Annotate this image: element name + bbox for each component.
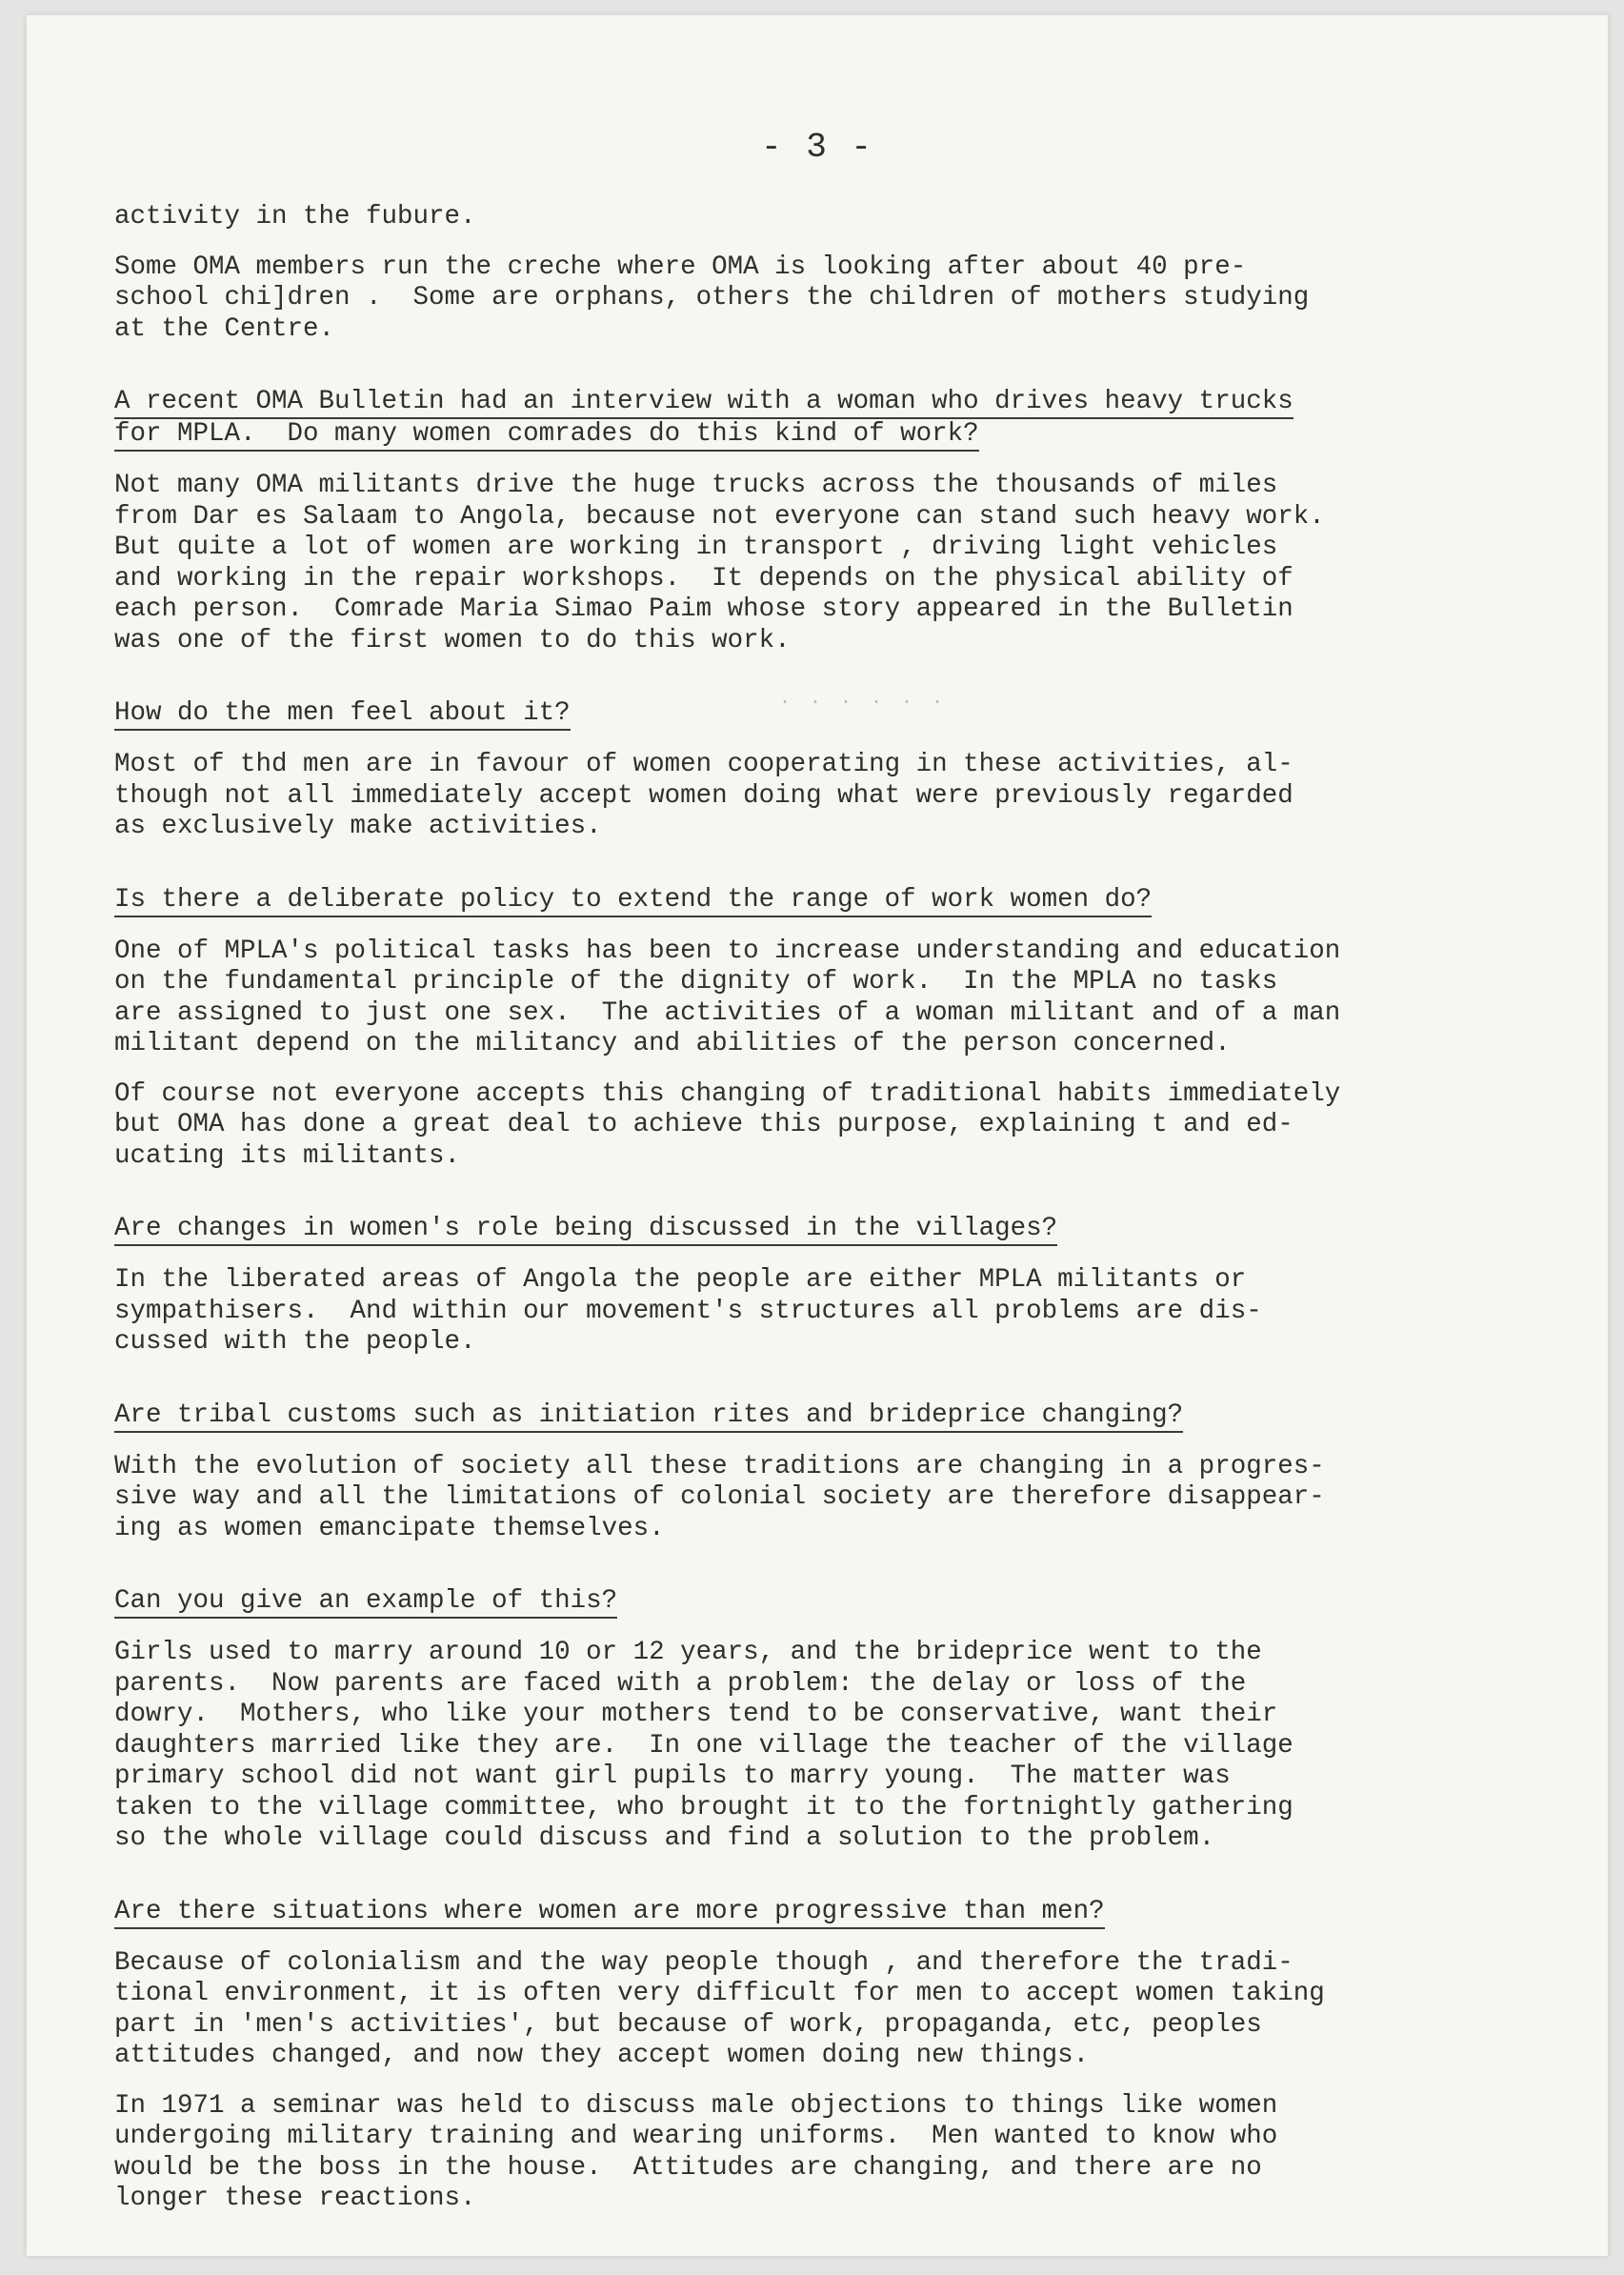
question-heading (114, 698, 1505, 731)
question-line: A recent OMA Bulletin had an interview with a woman who drives heavy trucks (114, 387, 1293, 419)
question-line: for MPLA. Do many women comrades do this kind of work? (114, 419, 979, 452)
spacer (114, 1372, 1505, 1400)
answer-line: part in 'men's activities', but because of work, propaganda, etc, peoples (114, 2009, 1262, 2040)
question-heading (114, 1586, 1505, 1619)
answer-paragraph (114, 252, 1505, 346)
question-heading (114, 1400, 1505, 1433)
answer-line: was one of the first women to do this work. (114, 625, 791, 655)
answer-line: ing as women emancipate themselves. (114, 1513, 665, 1543)
page-number: - 3 - (760, 128, 874, 167)
answer-line: and working in the repair workshops. It depends on the physical ability of (114, 563, 1293, 594)
answer-line: on the fundamental principle of the dignity of work. In the MPLA no tasks (114, 967, 1278, 997)
spacer (114, 358, 1505, 387)
question-line: Can you give an example of this? (114, 1586, 617, 1619)
answer-paragraph (114, 1638, 1505, 1855)
answer-paragraph (114, 1079, 1505, 1173)
answer-line: school chi]dren . Some are orphans, others the children of mothers studying (114, 283, 1310, 312)
question-line: Are there situations where women are more progressive than men? (114, 1897, 1105, 1929)
answer-line: sive way and all the limitations of colonial society are therefore disappear- (114, 1482, 1325, 1512)
answer-line: In the liberated areas of Angola the people are either MPLA militants or (114, 1265, 1247, 1295)
answer-line: daughters married like they are. In one village the teacher of the village (114, 1730, 1293, 1761)
answer-line: Girls used to marry around 10 or 12 years, and the brideprice went to the (114, 1638, 1262, 1667)
question-line: Is there a deliberate policy to extend the range of work women do? (114, 885, 1152, 917)
spacer (114, 670, 1505, 698)
document-body (114, 202, 1505, 2228)
answer-line: sympathisers. And within our movement's structures all problems are dis- (114, 1296, 1262, 1326)
answer-line: at the Centre. (114, 313, 335, 344)
answer-line: dowry. Mothers, who like your mothers tend to be conservative, want their (114, 1700, 1278, 1729)
answer-line: undergoing military training and wearing uniforms. Men wanted to know who (114, 2122, 1278, 2151)
answer-line: longer these reactions. (114, 2184, 476, 2213)
answer-line: but OMA has done a great deal to achieve this purpose, explaining t and ed- (114, 1110, 1293, 1139)
question-heading (114, 387, 1505, 452)
answer-paragraph (114, 1948, 1505, 2072)
answer-line: One of MPLA's political tasks has been to increase understanding and education (114, 936, 1341, 966)
answer-line: militant depend on the militancy and abilities of the person concerned. (114, 1029, 1231, 1058)
answer-line: cussed with the people. (114, 1327, 476, 1357)
answer-line: each person. Comrade Maria Simao Paim whose story appeared in the Bulletin (114, 594, 1293, 624)
answer-line: Because of colonialism and the way people though , and therefore the tradi- (114, 1947, 1293, 1978)
answer-line: ucating its militants. (114, 1140, 461, 1171)
spacer (114, 1558, 1505, 1586)
spacer (114, 1185, 1505, 1214)
answer-line: taken to the village committee, who brought it to the fortnightly gathering (114, 1792, 1293, 1822)
answer-line: so the whole village could discuss and find a solution to the problem. (114, 1823, 1215, 1853)
answer-paragraph (114, 1265, 1505, 1359)
question-line: Are tribal customs such as initiation rites and brideprice changing? (114, 1400, 1183, 1433)
document-page (27, 15, 1608, 2256)
answer-line: Most of thd men are in favour of women cooperating in these activities, al- (114, 750, 1293, 779)
answer-paragraph (114, 202, 1505, 233)
answer-line: In 1971 a seminar was held to discuss male objections to things like women (114, 2090, 1278, 2121)
answer-paragraph (114, 750, 1505, 843)
answer-line: though not all immediately accept women doing what were previously regarded (114, 780, 1293, 811)
answer-line: attitudes changed, and now they accept women doing new things. (114, 2041, 1090, 2070)
question-heading (114, 1214, 1505, 1246)
answer-line: are assigned to just one sex. The activities of a woman militant and of a man (114, 997, 1341, 1028)
question-heading (114, 885, 1505, 917)
answer-line: would be the boss in the house. Attitudes are changing, and there are no (114, 2152, 1262, 2183)
question-heading (114, 1897, 1505, 1929)
spacer (114, 1868, 1505, 1897)
answer-line: Some OMA members run the creche where OMA is looking after about 40 pre- (114, 252, 1247, 282)
answer-line: from Dar es Salaam to Angola, because not everyone can stand such heavy work. (114, 501, 1325, 532)
answer-line: tional environment, it is often very difficult for men to accept women taking (114, 1979, 1325, 2008)
answer-line: primary school did not want girl pupils to marry young. The matter was (114, 1762, 1231, 1791)
answer-line: activity in the fubure. (114, 202, 476, 232)
spacer (114, 856, 1505, 885)
answer-line: as exclusively make activities. (114, 812, 602, 841)
answer-paragraph (114, 471, 1505, 656)
answer-line: Not many OMA militants drive the huge trucks across the thousands of miles (114, 471, 1278, 500)
answer-line: But quite a lot of women are working in transport , driving light vehicles (114, 533, 1278, 562)
answer-line: With the evolution of society all these traditions are changing in a progres- (114, 1451, 1325, 1481)
faint-marks: · · · · · · (779, 692, 948, 714)
answer-paragraph (114, 936, 1505, 1060)
answer-paragraph (114, 1452, 1505, 1545)
answer-line: Of course not everyone accepts this changing of traditional habits immediately (114, 1078, 1341, 1109)
answer-line: parents. Now parents are faced with a problem: the delay or loss of the (114, 1668, 1247, 1699)
question-line: Are changes in women's role being discussed in the villages? (114, 1214, 1057, 1246)
question-line: How do the men feel about it? (114, 698, 571, 731)
answer-paragraph (114, 2091, 1505, 2215)
